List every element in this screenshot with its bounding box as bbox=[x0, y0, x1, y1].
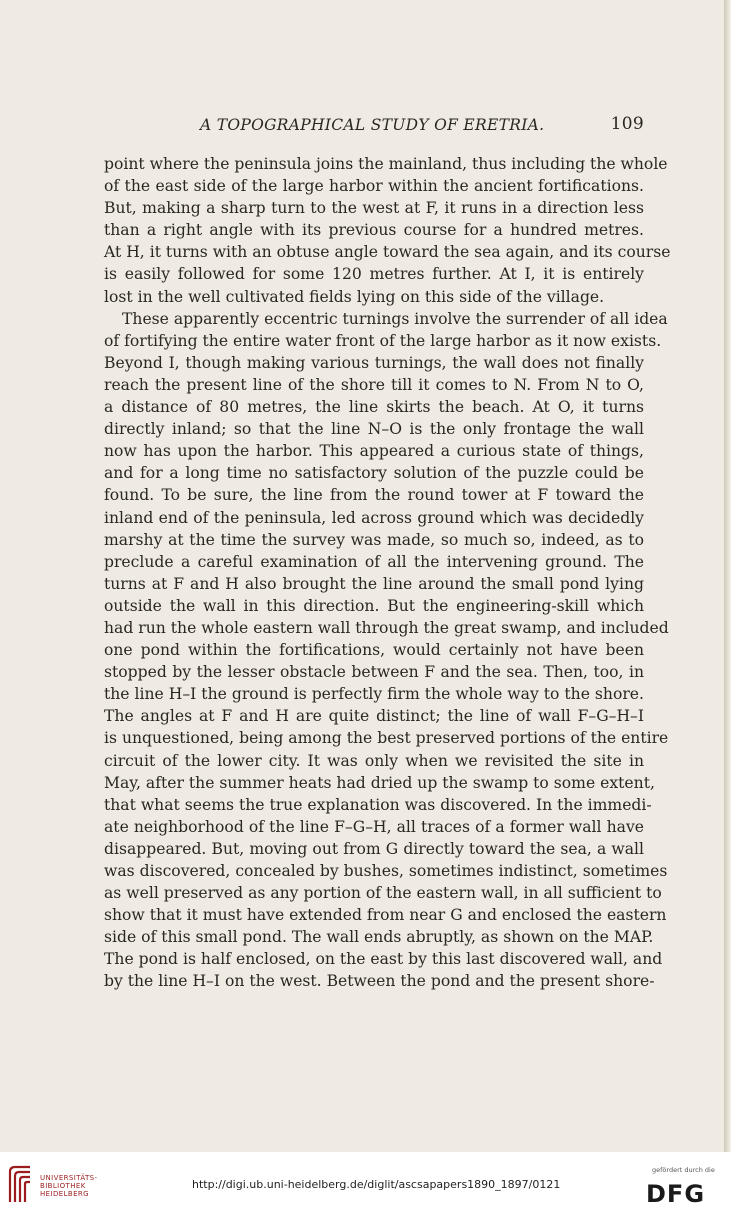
text-line: directly inland; so that the line N–O is the only frontage the wall bbox=[104, 420, 644, 439]
text-line: turns at F and H also brought the line around the small pond lying bbox=[104, 574, 644, 593]
source-url-link[interactable]: http://digi.ub.uni-heidelberg.de/diglit/ascsapapers1890_1897/0121 bbox=[192, 1178, 561, 1191]
text-line: of fortifying the entire water front of the large harbor as it now exists. bbox=[104, 331, 662, 350]
text-line: ate neighborhood of the line F–G–H, all traces of a former wall have bbox=[104, 817, 644, 836]
library-logo-icon bbox=[6, 1164, 34, 1204]
library-name bbox=[40, 1174, 97, 1198]
text-line: side of this small pond. The wall ends abruptly, as shown on the MAP. bbox=[104, 928, 654, 947]
text-line: But, making a sharp turn to the west at F, it runs in a direction less bbox=[104, 199, 644, 218]
text-line: the line H–I the ground is perfectly firm the whole way to the shore. bbox=[104, 685, 644, 704]
page-edge bbox=[724, 0, 731, 1152]
library-name-line: HEIDELBERG bbox=[40, 1190, 89, 1198]
text-line: a distance of 80 metres, the line skirts the beach. At O, it turns bbox=[104, 398, 644, 417]
page-number: 109 bbox=[610, 114, 644, 134]
text-line: was discovered, concealed by bushes, sometimes indistinct, sometimes bbox=[104, 862, 668, 880]
text-line: inland end of the peninsula, led across ground which was decidedly bbox=[104, 508, 644, 527]
text-line: one pond within the fortifications, would certainly not have been bbox=[104, 641, 644, 660]
text-line: These apparently eccentric turnings involve the surrender of all idea bbox=[122, 309, 668, 328]
text-line: as well preserved as any portion of the eastern wall, in all sufficient to bbox=[104, 884, 662, 903]
text-line: now has upon the harbor. This appeared a curious state of things, bbox=[104, 442, 644, 461]
text-line: The pond is half enclosed, on the east by this last discovered wall, and bbox=[104, 950, 663, 969]
funding-text: gefördert durch die bbox=[652, 1166, 715, 1174]
running-header bbox=[104, 116, 644, 140]
text-line: of the east side of the large harbor within the ancient fortifications. bbox=[104, 177, 644, 196]
text-line: lost in the well cultivated fields lying on this side of the village. bbox=[104, 287, 605, 306]
text-line: preclude a careful examination of all the intervening ground. The bbox=[104, 552, 644, 571]
text-line: reach the present line of the shore till it comes to N. From N to O, bbox=[104, 375, 644, 394]
text-line: At H, it turns with an obtuse angle toward the sea again, and its course bbox=[104, 243, 671, 262]
dfg-logo: DFG bbox=[646, 1180, 706, 1208]
running-title: A TOPOGRAPHICAL STUDY OF ERETRIA. bbox=[200, 116, 545, 134]
text-line: show that it must have extended from near G and enclosed the eastern bbox=[104, 906, 667, 925]
library-name-line: BIBLIOTHEK bbox=[40, 1182, 86, 1190]
footer bbox=[0, 1152, 731, 1214]
text-line: is easily followed for some 120 metres further. At I, it is entirely bbox=[104, 265, 644, 284]
text-line: outside the wall in this direction. But the engineering-skill which bbox=[104, 596, 644, 615]
body-text bbox=[104, 153, 671, 993]
text-line: than a right angle with its previous course for a hundred metres. bbox=[104, 221, 644, 240]
text-line: stopped by the lesser obstacle between F and the sea. Then, too, in bbox=[104, 663, 644, 682]
text-line: and for a long time no satisfactory solution of the puzzle could be bbox=[104, 464, 644, 483]
text-line: The angles at F and H are quite distinct; the line of wall F–G–H–I bbox=[104, 707, 644, 726]
text-line: had run the whole eastern wall through the great swamp, and included bbox=[104, 618, 669, 637]
text-line: marshy at the time the survey was made, so much so, indeed, as to bbox=[104, 530, 644, 549]
text-line: May, after the summer heats had dried up the swamp to some extent, bbox=[104, 773, 655, 792]
text-line: point where the peninsula joins the mainland, thus including the whole bbox=[104, 155, 668, 173]
text-line: disappeared. But, moving out from G directly toward the sea, a wall bbox=[104, 839, 644, 858]
library-name-line: UNIVERSITÄTS- bbox=[40, 1174, 98, 1182]
text-line: circuit of the lower city. It was only when we revisited the site in bbox=[104, 751, 644, 770]
text-line: Beyond I, though making various turnings, the wall does not finally bbox=[104, 353, 644, 372]
text-line: is unquestioned, being among the best preserved portions of the entire bbox=[104, 729, 669, 748]
text-line: found. To be sure, the line from the round tower at F toward the bbox=[104, 486, 644, 505]
text-line: that what seems the true explanation was discovered. In the immedi- bbox=[104, 795, 652, 814]
text-line: by the line H–I on the west. Between the pond and the present shore- bbox=[104, 972, 655, 991]
